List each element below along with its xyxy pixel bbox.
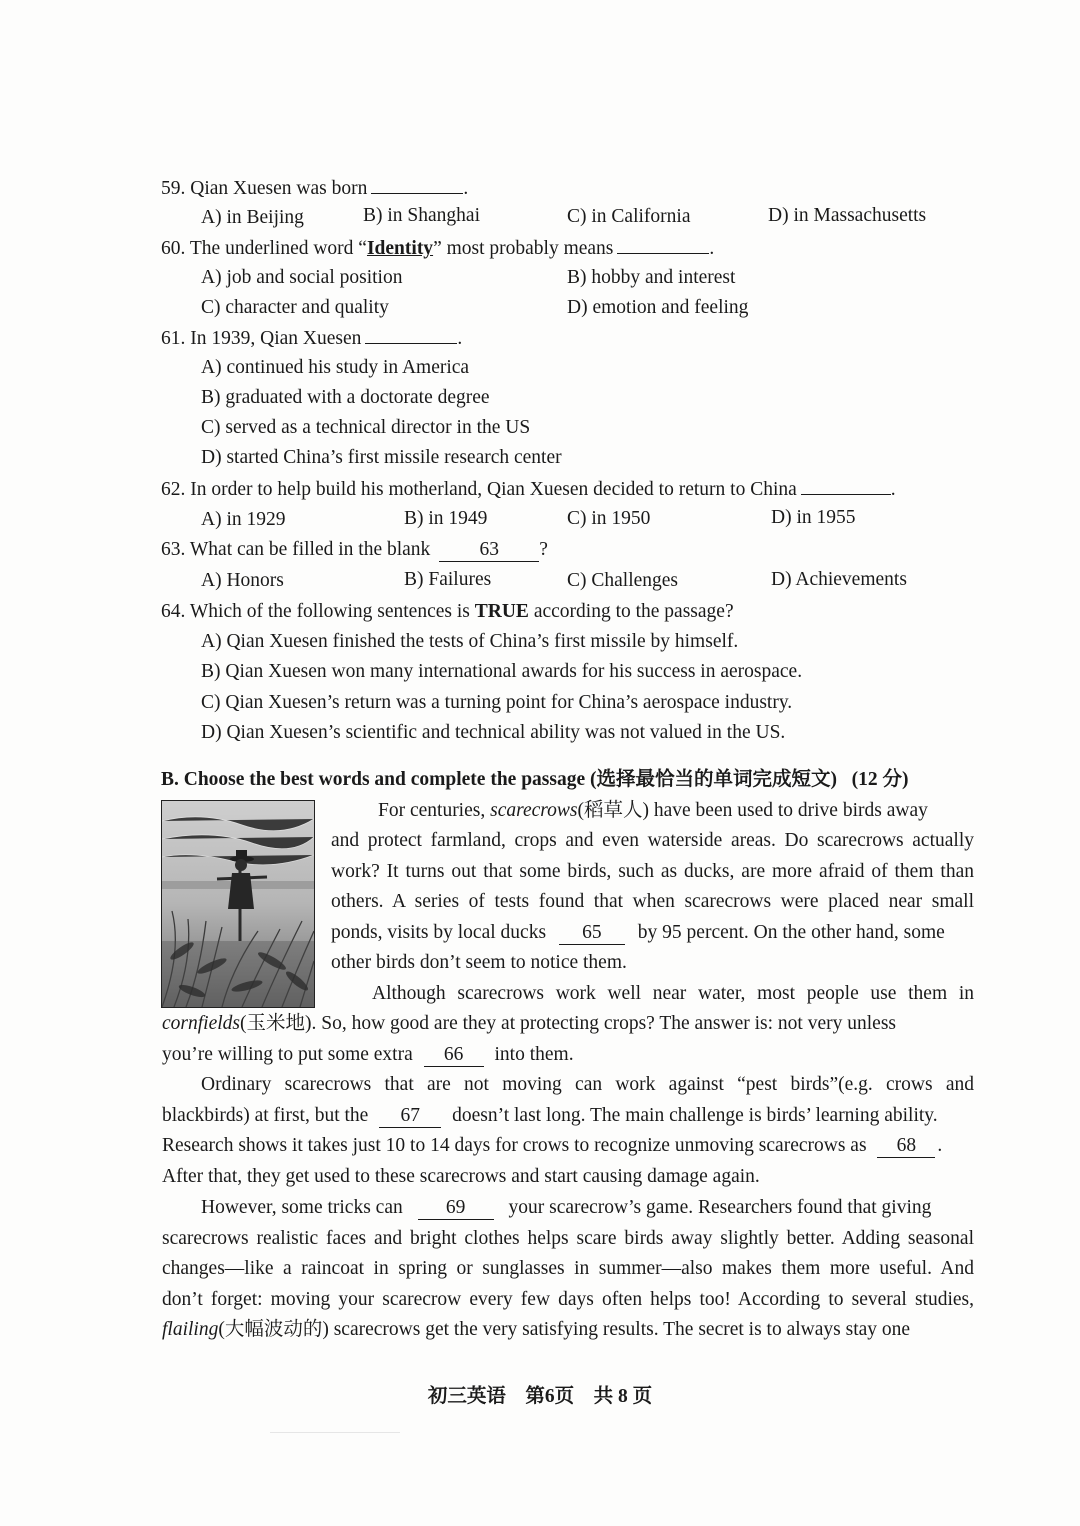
p2-line1: Although scarecrows work well near water, most people use them in <box>372 983 974 1004</box>
text: you’re willing to put some extra <box>162 1044 413 1065</box>
punct: . <box>937 1135 943 1156</box>
p3-line2 <box>162 1101 974 1131</box>
text: For centuries, <box>378 800 491 821</box>
text: Research shows it takes just 10 to 14 days for crows to recognize unmoving scarecrows as <box>162 1135 867 1156</box>
option-60c: C) character and quality <box>201 297 389 318</box>
blank-69: 69 <box>418 1197 494 1220</box>
option-63a: A) Honors <box>201 570 284 591</box>
question-stem: 59. Qian Xuesen was born <box>161 178 368 199</box>
question-62 <box>161 474 896 505</box>
p1-line6: other birds don’t seem to notice them. <box>331 952 627 973</box>
p1-line4: others. A series of tests found that when scarecrows were placed near small <box>331 891 974 912</box>
question-stem: 60. The underlined word “ <box>161 238 367 259</box>
answer-blank <box>365 323 457 344</box>
punct: . <box>709 238 715 259</box>
question-stem: 62. In order to help build his motherland, Qian Xuesen decided to return to China <box>161 479 797 500</box>
blank-68: 68 <box>877 1135 935 1158</box>
question-61 <box>161 323 462 354</box>
option-60a: A) job and social position <box>201 267 403 288</box>
page-footer: 初三英语 第6页 共 8 页 <box>427 1386 653 1407</box>
option-64b: B) Qian Xuesen won many international awards for his success in aerospace. <box>201 661 803 682</box>
p4-line1 <box>201 1193 974 1223</box>
text: However, some tricks can <box>201 1197 403 1218</box>
p4-line5 <box>162 1315 974 1345</box>
p1-line1 <box>378 796 974 826</box>
text: (大幅波动的) scarecrows get the very satisfying results. The secret is to always stay one <box>218 1319 911 1340</box>
scarecrow-illustration <box>161 800 315 1008</box>
p4-line2: scarecrows realistic faces and bright clothes helps scare birds away slightly better. Adding seasonal <box>162 1228 974 1249</box>
p2-line2 <box>162 1009 974 1039</box>
text: your scarecrow’s game. Researchers found that giving <box>508 1197 932 1218</box>
option-60b: B) hobby and interest <box>567 267 736 288</box>
blank-66: 66 <box>424 1044 484 1067</box>
p3-line4: After that, they get used to these scarecrows and start causing damage again. <box>162 1166 760 1187</box>
punct: . <box>890 479 896 500</box>
option-62d: D) in 1955 <box>771 507 856 528</box>
question-stem: according to the passage? <box>528 601 734 622</box>
text: into them. <box>494 1044 574 1065</box>
option-62b: B) in 1949 <box>404 508 488 529</box>
section-b-heading: B. Choose the best words and complete the passage (选择最恰当的单词完成短文) (12 分) <box>161 769 909 790</box>
p1-line3: work? It turns out that some birds, such as ducks, are more afraid of them than <box>331 861 974 882</box>
question-stem: 63. What can be filled in the blank <box>161 539 431 560</box>
italic-term: cornfields <box>162 1013 240 1034</box>
option-64a: A) Qian Xuesen finished the tests of China’s first missile by himself. <box>201 631 739 652</box>
question-63 <box>161 535 548 565</box>
p1-line2: and protect farmland, crops and even waterside areas. Do scarecrows actually <box>331 830 974 851</box>
p1-line5 <box>331 918 974 948</box>
question-64 <box>161 597 734 627</box>
text: by 95 percent. On the other hand, some <box>637 922 945 943</box>
bold-word: TRUE <box>474 601 529 622</box>
text: doesn’t last long. The main challenge is birds’ learning ability. <box>452 1105 938 1126</box>
scarecrow-picture-icon <box>162 801 314 1007</box>
text: blackbirds) at first, but the <box>162 1105 369 1126</box>
option-59d: D) in Massachusetts <box>768 205 927 226</box>
question-stem: 64. Which of the following sentences is <box>161 601 475 622</box>
option-59c: C) in California <box>567 206 691 227</box>
question-60 <box>161 233 714 264</box>
p4-line3: changes—like a raincoat in spring or sunglasses in summer—also makes them more useful. And <box>162 1258 974 1279</box>
italic-term: flailing <box>162 1319 219 1340</box>
punct: . <box>457 328 463 349</box>
option-61b: B) graduated with a doctorate degree <box>201 387 490 408</box>
scan-mark <box>270 1432 400 1433</box>
underlined-word: Identity <box>366 238 434 259</box>
blank-65: 65 <box>559 922 625 945</box>
option-60d: D) emotion and feeling <box>567 297 749 318</box>
question-59 <box>161 173 468 204</box>
option-59b: B) in Shanghai <box>363 205 480 226</box>
p3-line1: Ordinary scarecrows that are not moving can work against “pest birds”(e.g. crows and <box>201 1074 974 1095</box>
option-64d: D) Qian Xuesen’s scientific and technical ability was not valued in the US. <box>201 722 786 743</box>
text: (玉米地). So, how good are they at protecting crops? The answer is: not very unless <box>240 1013 896 1034</box>
text: ponds, visits by local ducks <box>331 922 547 943</box>
punct: . <box>463 178 469 199</box>
p3-line3 <box>162 1131 974 1161</box>
option-64c: C) Qian Xuesen’s return was a turning point for China’s aerospace industry. <box>201 692 793 713</box>
question-stem: ” most probably means <box>433 238 614 259</box>
option-63b: B) Failures <box>404 569 492 590</box>
option-59a: A) in Beijing <box>201 207 304 228</box>
option-61c: C) served as a technical director in the US <box>201 417 531 438</box>
option-61d: D) started China’s first missile research center <box>201 447 562 468</box>
p4-line4: don’t forget: moving your scarecrow every few days often helps too! According to several studies, <box>162 1289 974 1310</box>
option-62c: C) in 1950 <box>567 508 651 529</box>
question-stem: 61. In 1939, Qian Xuesen <box>161 328 362 349</box>
answer-blank <box>617 233 709 254</box>
option-61a: A) continued his study in America <box>201 357 470 378</box>
p2-line3 <box>162 1040 574 1070</box>
italic-term: scarecrows <box>490 800 578 821</box>
option-63c: C) Challenges <box>567 570 679 591</box>
option-62a: A) in 1929 <box>201 509 286 530</box>
answer-blank <box>371 173 463 194</box>
punct: ? <box>539 539 548 560</box>
option-63d: D) Achievements <box>771 569 907 590</box>
blank-67: 67 <box>379 1105 441 1128</box>
answer-blank <box>801 474 891 495</box>
blank-number: 63 <box>439 539 539 562</box>
text: (稻草人) have been used to drive birds away <box>577 800 928 821</box>
